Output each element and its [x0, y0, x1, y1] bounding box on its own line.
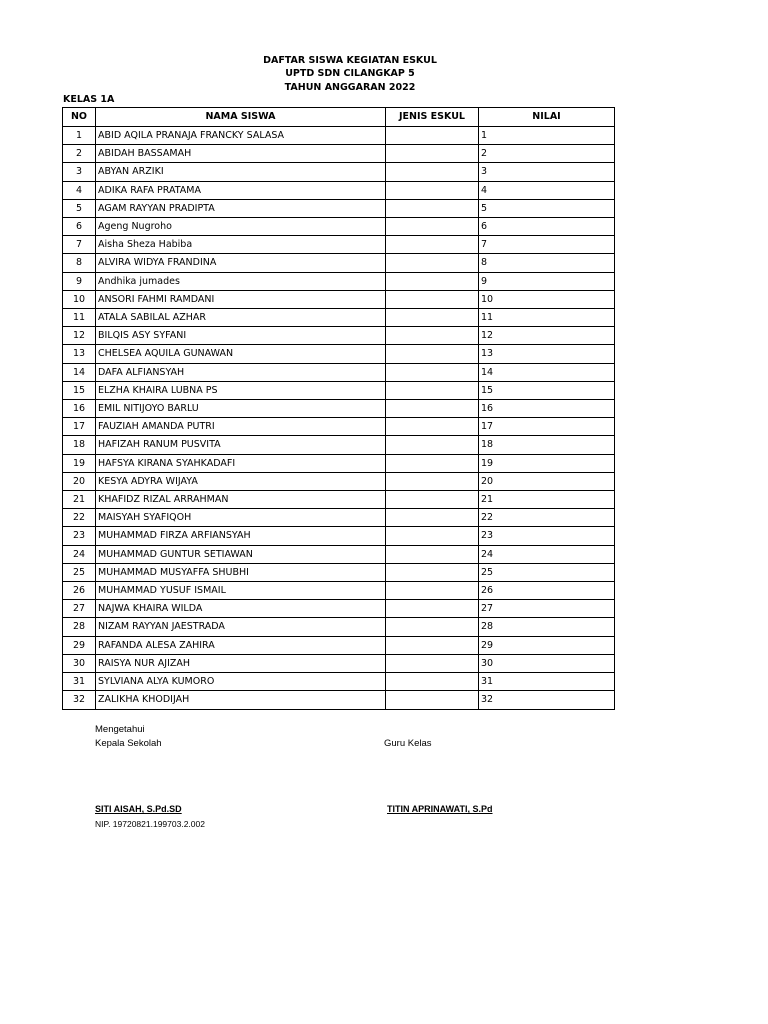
cell-nama-siswa: AGAM RAYYAN PRADIPTA: [96, 199, 386, 217]
cell-no: 8: [63, 254, 96, 272]
cell-no: 17: [63, 418, 96, 436]
cell-nama-siswa: ANSORI FAHMI RAMDANI: [96, 290, 386, 308]
cell-nama-siswa: ELZHA KHAIRA LUBNA PS: [96, 381, 386, 399]
cell-nama-siswa: ZALIKHA KHODIJAH: [96, 691, 386, 709]
head-nip: NIP. 19720821.199703.2.002: [95, 819, 205, 829]
cell-nama-siswa: NAJWA KHAIRA WILDA: [96, 600, 386, 618]
table-row: [63, 327, 615, 345]
cell-no: 1: [63, 127, 96, 145]
cell-nilai: 24: [479, 545, 615, 563]
table-row: [63, 454, 615, 472]
cell-nilai: 29: [479, 636, 615, 654]
cell-nama-siswa: KESYA ADYRA WIJAYA: [96, 472, 386, 490]
cell-nama-siswa: Aisha Sheza Habiba: [96, 236, 386, 254]
table-row: [63, 272, 615, 290]
cell-jenis-eskul: [386, 618, 479, 636]
table-row: [63, 418, 615, 436]
cell-nama-siswa: ABIDAH BASSAMAH: [96, 145, 386, 163]
column-header-nama: NAMA SISWA: [96, 108, 386, 127]
table-row: [63, 636, 615, 654]
cell-jenis-eskul: [386, 309, 479, 327]
table-row: [63, 618, 615, 636]
cell-no: 16: [63, 400, 96, 418]
table-row: [63, 600, 615, 618]
cell-nilai: 7: [479, 236, 615, 254]
table-row: [63, 163, 615, 181]
table-row: [63, 218, 615, 236]
cell-nilai: 28: [479, 618, 615, 636]
table-row: [63, 309, 615, 327]
cell-no: 10: [63, 290, 96, 308]
table-row: [63, 563, 615, 581]
cell-nilai: 20: [479, 472, 615, 490]
cell-nilai: 11: [479, 309, 615, 327]
cell-nama-siswa: Ageng Nugroho: [96, 218, 386, 236]
cell-jenis-eskul: [386, 327, 479, 345]
cell-nilai: 30: [479, 654, 615, 672]
student-table: [62, 107, 615, 710]
cell-nilai: 32: [479, 691, 615, 709]
cell-jenis-eskul: [386, 254, 479, 272]
cell-nama-siswa: DAFA ALFIANSYAH: [96, 363, 386, 381]
cell-nilai: 18: [479, 436, 615, 454]
table-row: [63, 199, 615, 217]
cell-jenis-eskul: [386, 545, 479, 563]
cell-jenis-eskul: [386, 673, 479, 691]
cell-nilai: 4: [479, 181, 615, 199]
fiscal-year: TAHUN ANGGARAN 2022: [284, 82, 416, 93]
cell-nilai: 12: [479, 327, 615, 345]
cell-nilai: 3: [479, 163, 615, 181]
cell-no: 27: [63, 600, 96, 618]
cell-nilai: 8: [479, 254, 615, 272]
cell-jenis-eskul: [386, 381, 479, 399]
cell-nama-siswa: BILQIS ASY SYFANI: [96, 327, 386, 345]
cell-nilai: 31: [479, 673, 615, 691]
table-body: [63, 127, 615, 710]
cell-nama-siswa: ABID AQILA PRANAJA FRANCKY SALASA: [96, 127, 386, 145]
cell-jenis-eskul: [386, 509, 479, 527]
cell-no: 2: [63, 145, 96, 163]
cell-nilai: 6: [479, 218, 615, 236]
cell-jenis-eskul: [386, 691, 479, 709]
school-name: UPTD SDN CILANGKAP 5: [285, 68, 415, 79]
cell-nilai: 16: [479, 400, 615, 418]
head-name: SITI AISAH, S.Pd.SD: [95, 804, 182, 814]
cell-no: 23: [63, 527, 96, 545]
table-row: [63, 381, 615, 399]
table-row: [63, 290, 615, 308]
cell-jenis-eskul: [386, 163, 479, 181]
table-row: [63, 582, 615, 600]
cell-no: 5: [63, 199, 96, 217]
cell-jenis-eskul: [386, 290, 479, 308]
cell-nama-siswa: FAUZIAH AMANDA PUTRI: [96, 418, 386, 436]
cell-no: 28: [63, 618, 96, 636]
cell-nama-siswa: MAISYAH SYAFIQOH: [96, 509, 386, 527]
cell-nilai: 19: [479, 454, 615, 472]
cell-nama-siswa: EMIL NITIJOYO BARLU: [96, 400, 386, 418]
cell-jenis-eskul: [386, 600, 479, 618]
cell-nama-siswa: RAISYA NUR AJIZAH: [96, 654, 386, 672]
cell-nama-siswa: CHELSEA AQUILA GUNAWAN: [96, 345, 386, 363]
cell-nilai: 23: [479, 527, 615, 545]
cell-jenis-eskul: [386, 472, 479, 490]
cell-no: 26: [63, 582, 96, 600]
cell-jenis-eskul: [386, 491, 479, 509]
cell-nilai: 27: [479, 600, 615, 618]
table-row: [63, 254, 615, 272]
cell-nama-siswa: NIZAM RAYYAN JAESTRADA: [96, 618, 386, 636]
cell-nilai: 9: [479, 272, 615, 290]
table-row: [63, 472, 615, 490]
cell-jenis-eskul: [386, 363, 479, 381]
cell-jenis-eskul: [386, 272, 479, 290]
column-header-no: NO: [63, 108, 96, 127]
head-role-label: Kepala Sekolah: [95, 738, 162, 749]
table-row: [63, 509, 615, 527]
table-row: [63, 236, 615, 254]
cell-jenis-eskul: [386, 454, 479, 472]
cell-nilai: 14: [479, 363, 615, 381]
cell-nilai: 10: [479, 290, 615, 308]
table-row: [63, 145, 615, 163]
table-row: [63, 345, 615, 363]
table-row: [63, 363, 615, 381]
cell-no: 24: [63, 545, 96, 563]
cell-nama-siswa: MUHAMMAD MUSYAFFA SHUBHI: [96, 563, 386, 581]
cell-no: 19: [63, 454, 96, 472]
cell-no: 32: [63, 691, 96, 709]
table-row: [63, 400, 615, 418]
cell-jenis-eskul: [386, 181, 479, 199]
cell-no: 20: [63, 472, 96, 490]
cell-nama-siswa: MUHAMMAD GUNTUR SETIAWAN: [96, 545, 386, 563]
cell-nilai: 13: [479, 345, 615, 363]
table-header-row: [63, 108, 615, 127]
teacher-role-label: Guru Kelas: [384, 738, 432, 749]
table-row: [63, 673, 615, 691]
document-title: DAFTAR SISWA KEGIATAN ESKUL: [263, 55, 437, 66]
cell-nama-siswa: KHAFIDZ RIZAL ARRAHMAN: [96, 491, 386, 509]
cell-jenis-eskul: [386, 654, 479, 672]
cell-nama-siswa: SYLVIANA ALYA KUMORO: [96, 673, 386, 691]
column-header-eskul: JENIS ESKUL: [386, 108, 479, 127]
cell-jenis-eskul: [386, 145, 479, 163]
cell-no: 6: [63, 218, 96, 236]
cell-nama-siswa: Andhika jumades: [96, 272, 386, 290]
cell-nama-siswa: MUHAMMAD FIRZA ARFIANSYAH: [96, 527, 386, 545]
cell-no: 14: [63, 363, 96, 381]
cell-no: 18: [63, 436, 96, 454]
acknowledged-label: Mengetahui: [95, 724, 145, 735]
cell-nama-siswa: ABYAN ARZIKI: [96, 163, 386, 181]
cell-nama-siswa: ADIKA RAFA PRATAMA: [96, 181, 386, 199]
cell-nilai: 1: [479, 127, 615, 145]
cell-no: 15: [63, 381, 96, 399]
cell-nama-siswa: HAFSYA KIRANA SYAHKADAFI: [96, 454, 386, 472]
cell-nilai: 25: [479, 563, 615, 581]
table-row: [63, 491, 615, 509]
cell-no: 7: [63, 236, 96, 254]
cell-nilai: 15: [479, 381, 615, 399]
cell-jenis-eskul: [386, 218, 479, 236]
cell-nilai: 26: [479, 582, 615, 600]
cell-no: 13: [63, 345, 96, 363]
cell-jenis-eskul: [386, 127, 479, 145]
cell-jenis-eskul: [386, 199, 479, 217]
cell-no: 31: [63, 673, 96, 691]
cell-jenis-eskul: [386, 563, 479, 581]
class-label: KELAS 1A: [63, 94, 115, 105]
cell-nama-siswa: RAFANDA ALESA ZAHIRA: [96, 636, 386, 654]
table-row: [63, 127, 615, 145]
cell-nilai: 5: [479, 199, 615, 217]
cell-jenis-eskul: [386, 436, 479, 454]
table-row: [63, 181, 615, 199]
table-row: [63, 654, 615, 672]
cell-jenis-eskul: [386, 236, 479, 254]
cell-jenis-eskul: [386, 400, 479, 418]
cell-no: 3: [63, 163, 96, 181]
cell-no: 29: [63, 636, 96, 654]
table-row: [63, 527, 615, 545]
table-row: [63, 436, 615, 454]
cell-nama-siswa: ATALA SABILAL AZHAR: [96, 309, 386, 327]
cell-no: 12: [63, 327, 96, 345]
cell-nama-siswa: ALVIRA WIDYA FRANDINA: [96, 254, 386, 272]
cell-nama-siswa: HAFIZAH RANUM PUSVITA: [96, 436, 386, 454]
cell-jenis-eskul: [386, 345, 479, 363]
cell-jenis-eskul: [386, 636, 479, 654]
cell-nilai: 22: [479, 509, 615, 527]
cell-nama-siswa: MUHAMMAD YUSUF ISMAIL: [96, 582, 386, 600]
cell-nilai: 21: [479, 491, 615, 509]
cell-no: 22: [63, 509, 96, 527]
cell-nilai: 17: [479, 418, 615, 436]
cell-no: 11: [63, 309, 96, 327]
cell-no: 21: [63, 491, 96, 509]
table-row: [63, 545, 615, 563]
column-header-nilai: NILAI: [479, 108, 615, 127]
cell-no: 30: [63, 654, 96, 672]
teacher-name: TITIN APRINAWATI, S.Pd: [387, 804, 493, 814]
cell-no: 4: [63, 181, 96, 199]
cell-jenis-eskul: [386, 527, 479, 545]
cell-jenis-eskul: [386, 418, 479, 436]
cell-no: 25: [63, 563, 96, 581]
cell-no: 9: [63, 272, 96, 290]
cell-jenis-eskul: [386, 582, 479, 600]
cell-nilai: 2: [479, 145, 615, 163]
table-row: [63, 691, 615, 709]
